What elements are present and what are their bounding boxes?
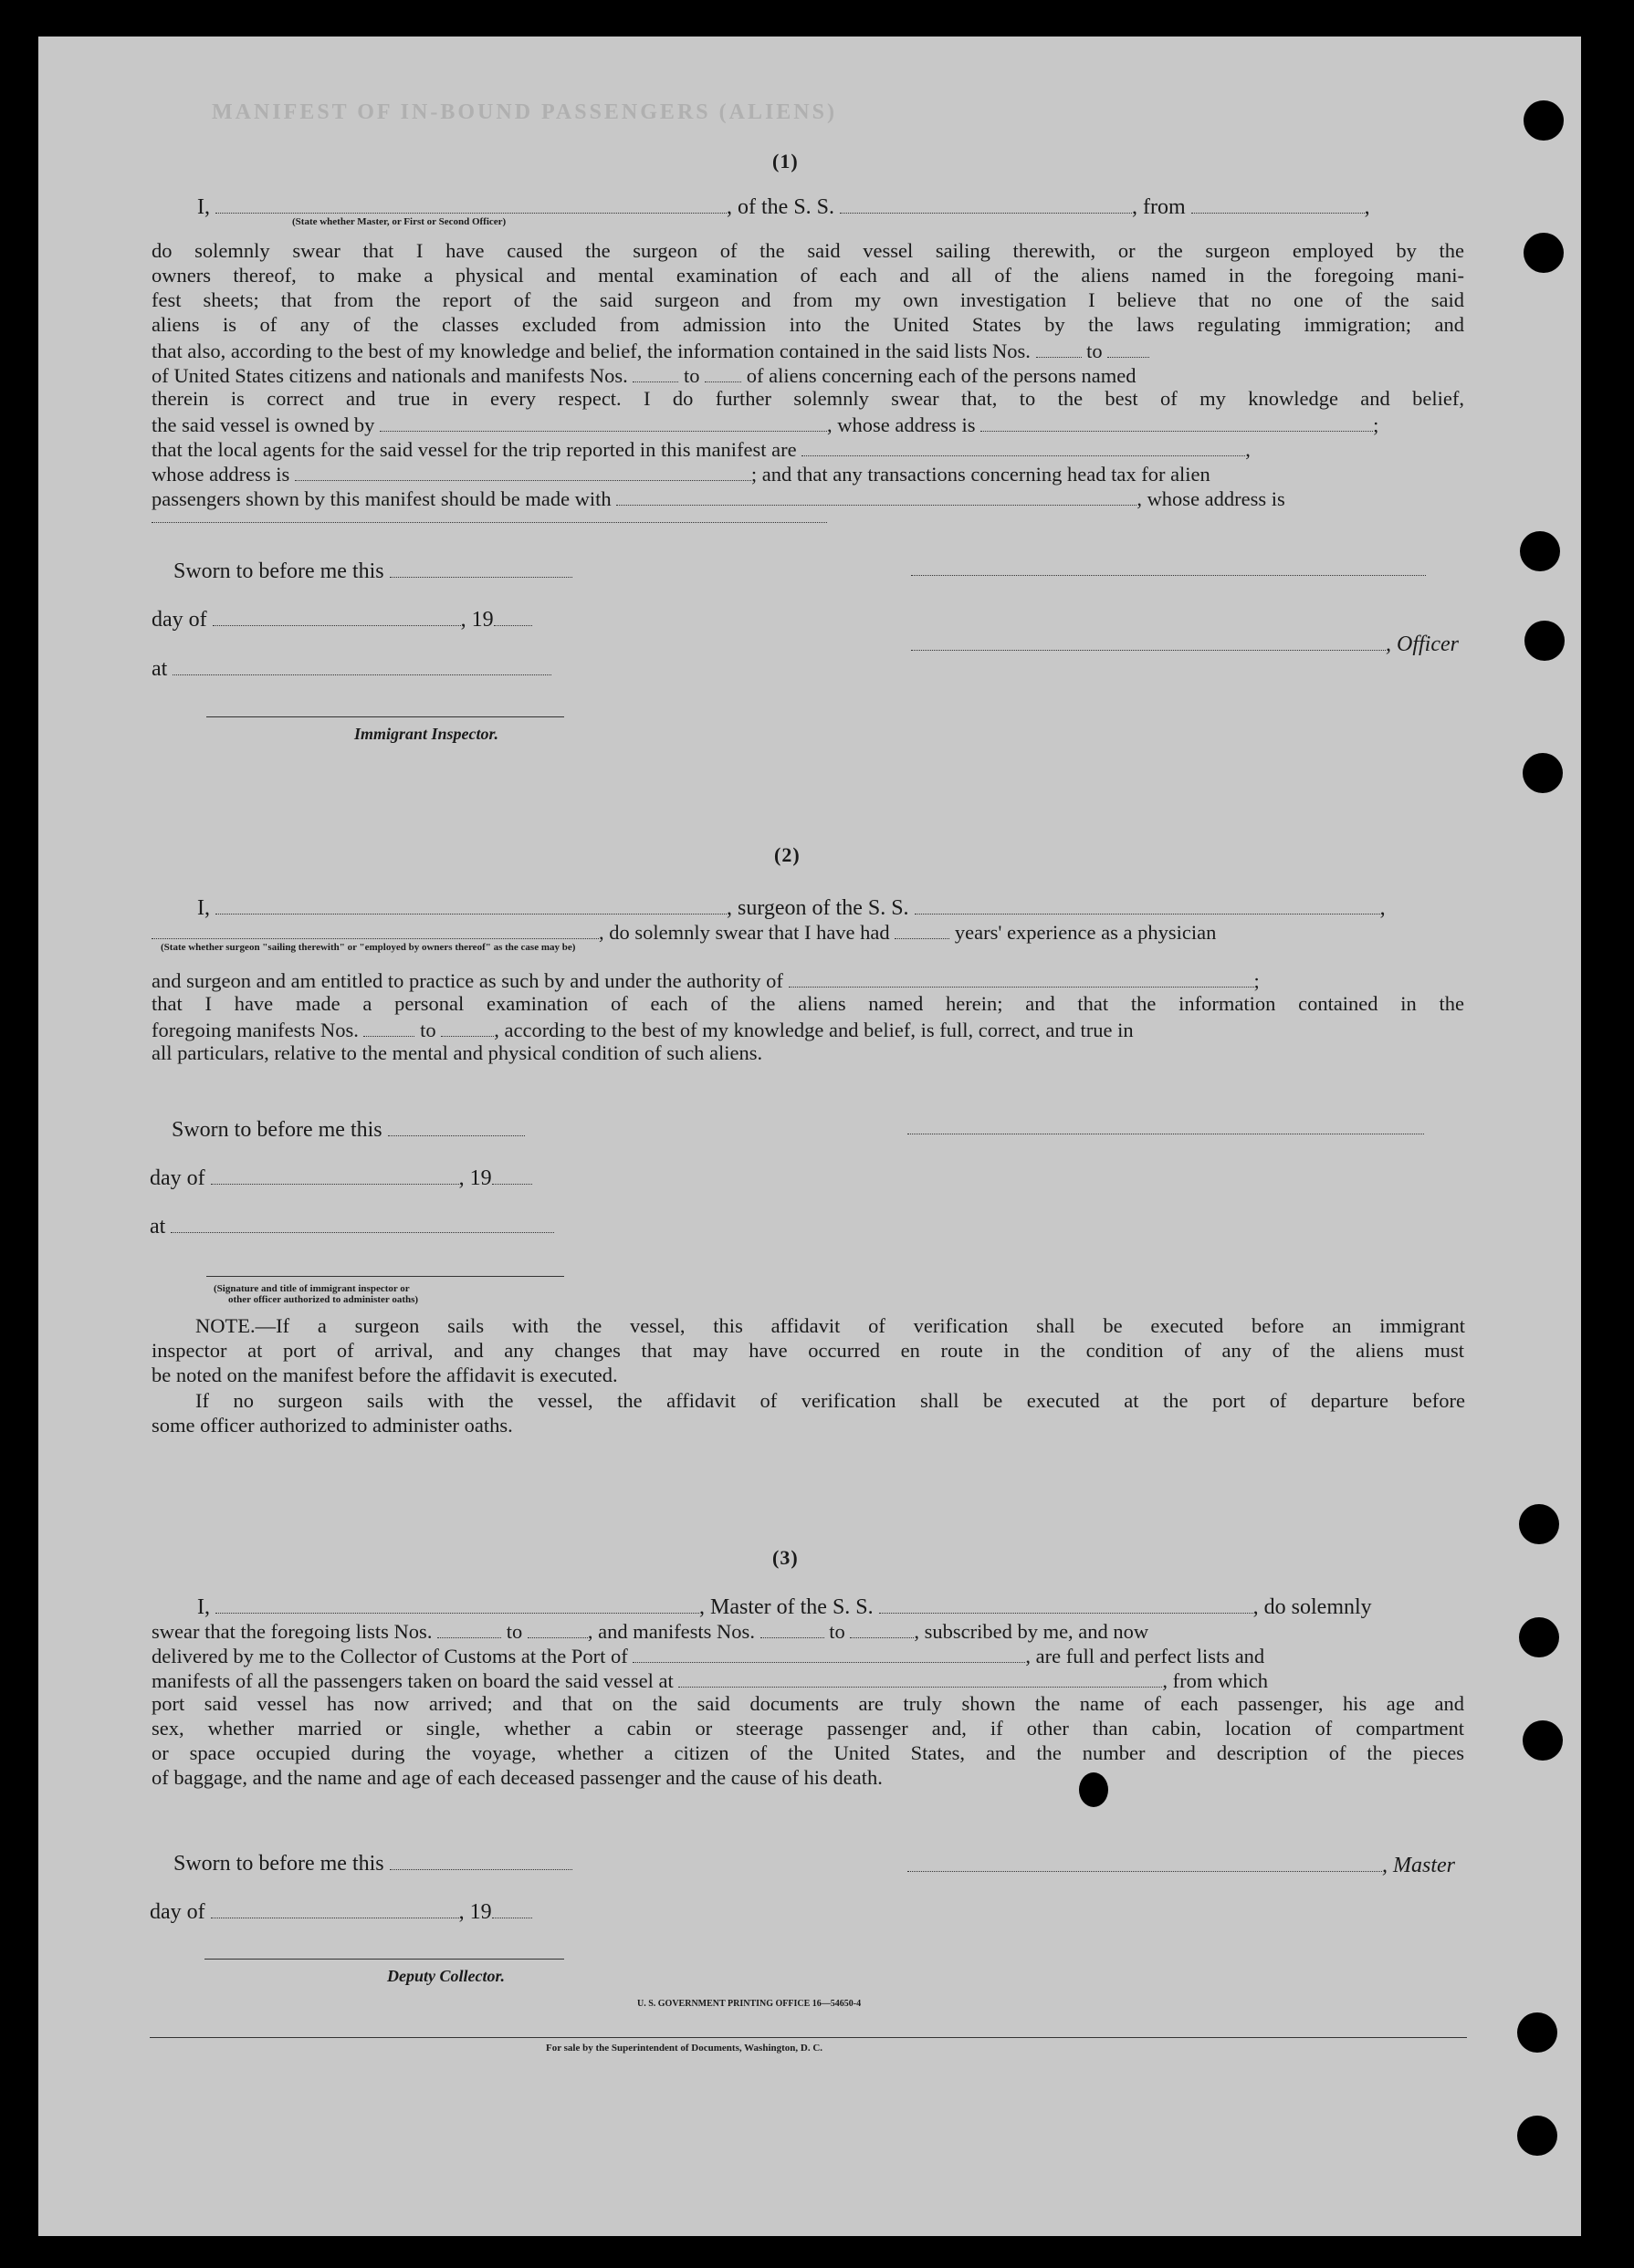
s1-sworn-day-field[interactable] <box>390 557 572 578</box>
note-line-3: be noted on the manifest before the affidavit is executed. <box>152 1364 618 1386</box>
s1-line-7: of United States citizens and nationals and manifests Nos. to of aliens concerning each of the persons named <box>152 361 1136 388</box>
s2-line-2: , do solemnly swear that I have had years' experience as a physician <box>152 918 1216 946</box>
section-2-heading: (2) <box>774 843 801 866</box>
s1-officer-line: , Officer <box>911 630 1459 657</box>
surgeon-type-note: (State whether surgeon "sailing therewith" or "employed by owners thereof" as the case may be) <box>161 942 576 953</box>
head-tax-contact-field[interactable] <box>616 485 1136 506</box>
s1-month-field[interactable] <box>213 605 461 626</box>
s2-manifests-to-field[interactable] <box>441 1016 494 1037</box>
officer-rank-note: (State whether Master, or First or Second Officer) <box>292 216 507 227</box>
punch-hole-5 <box>1523 753 1563 793</box>
s1-para-line-1: do solemnly swear that I have caused the surgeon of the said vessel sailing therewith, or the surgeon employed by the <box>152 239 1464 262</box>
s1-signature-line[interactable] <box>911 575 1426 576</box>
vessel-owner-field[interactable] <box>380 411 827 432</box>
s3-month-field[interactable] <box>211 1897 459 1918</box>
licensing-authority-field[interactable] <box>789 967 1254 988</box>
inspector-signature-line[interactable] <box>206 716 564 717</box>
punch-hole-9 <box>1517 2012 1557 2053</box>
s2-line-3: and surgeon and am entitled to practice as such by and under the authority of ; <box>152 967 1260 994</box>
s1-sworn: Sworn to before me this <box>173 557 572 584</box>
s3-manifests-from-field[interactable] <box>760 1617 824 1638</box>
officer-title-field[interactable] <box>911 630 1386 651</box>
punch-hole-4 <box>1524 621 1565 661</box>
note-line-4: If no surgeon sails with the vessel, the affidavit of verification shall be executed at the port of departure before <box>195 1389 1465 1412</box>
s3-master-line: , Master <box>907 1851 1455 1878</box>
s2-manifests-from-field[interactable] <box>363 1016 414 1037</box>
footer-rule <box>150 2037 1467 2038</box>
s1-place-field[interactable] <box>173 654 551 675</box>
s1-line-6: that also, according to the best of my knowledge and belief, the information contained in the said lists Nos. to <box>152 337 1149 363</box>
section-1-heading: (1) <box>772 150 799 172</box>
s1-line-8: therein is correct and true in every respect. I do further solemnly swear that, to the best of my knowledge and belief, <box>152 387 1464 410</box>
s1-para-line-4: aliens is of any of the classes excluded from admission into the United States by the laws regulating immigration; and <box>152 313 1464 336</box>
ink-blot <box>1079 1772 1108 1807</box>
punch-hole-10 <box>1517 2116 1557 2156</box>
punch-hole-6 <box>1519 1504 1559 1544</box>
s1-line-11: whose address is ; and that any transactions concerning head tax for alien <box>152 460 1210 486</box>
master-signature-field[interactable] <box>907 1851 1382 1872</box>
s2-at: at <box>150 1212 554 1239</box>
surgeon-type-field[interactable] <box>152 918 599 939</box>
punch-hole-2 <box>1524 233 1564 273</box>
note-line-1: NOTE.—If a surgeon sails with the vessel, this affidavit of verification shall be executed before an immigrant <box>195 1314 1465 1337</box>
s3-vessel-field[interactable] <box>879 1593 1253 1614</box>
s3-line-3: delivered by me to the Collector of Customs at the Port of , are full and perfect lists and <box>152 1642 1264 1669</box>
printer-imprint: U. S. GOVERNMENT PRINTING OFFICE 16—54650-4 <box>637 1999 862 2009</box>
s2-sig-note-2: other officer authorized to administer oaths) <box>228 1294 419 1305</box>
s2-year-field[interactable] <box>492 1164 532 1185</box>
s3-para-line-2: sex, whether married or single, whether a cabin or steerage passenger and, if other than cabin, location of compartment <box>152 1717 1464 1740</box>
s1-at: at <box>152 654 551 682</box>
officer-name-field[interactable] <box>215 193 727 214</box>
s1-para-line-3: fest sheets; that from the report of the said surgeon and from my own investigation I believe that no one of the said <box>152 288 1464 311</box>
s3-line-4: manifests of all the passengers taken on board the said vessel at , from which <box>152 1667 1268 1694</box>
s2-sig-note-1: (Signature and title of immigrant inspector or <box>214 1283 410 1294</box>
embarkation-port-field[interactable] <box>678 1667 1162 1688</box>
manifests-to-field[interactable] <box>705 361 741 382</box>
bleed-through-title: MANIFEST OF IN-BOUND PASSENGERS (ALIENS) <box>212 100 837 124</box>
manifests-from-field[interactable] <box>633 361 678 382</box>
departure-port-field[interactable] <box>1191 193 1365 214</box>
s3-sworn: Sworn to before me this <box>173 1849 572 1876</box>
s1-line-10: that the local agents for the said vessel for the trip reported in this manifest are , <box>152 435 1251 462</box>
s3-line-8: of baggage, and the name and age of each deceased passenger and the cause of his death. <box>152 1766 883 1789</box>
s2-sworn-day-field[interactable] <box>388 1115 525 1136</box>
s3-sworn-day-field[interactable] <box>390 1849 572 1870</box>
s1-line-12: passengers shown by this manifest should be made with , whose address is <box>152 485 1285 511</box>
s3-dayof: day of , 19 <box>150 1897 532 1925</box>
note-line-2: inspector at port of arrival, and any changes that may have occurred en route in the condition of any of the aliens must <box>152 1339 1464 1362</box>
lists-from-field[interactable] <box>1036 337 1082 358</box>
inspector-caption: Immigrant Inspector. <box>354 725 499 743</box>
s2-place-field[interactable] <box>171 1212 554 1233</box>
local-agents-field[interactable] <box>801 435 1245 456</box>
s3-para-line-1: port said vessel has now arrived; and that on the said documents are truly shown the name of each passenger, his age and <box>152 1692 1464 1715</box>
s3-lists-from-field[interactable] <box>437 1617 501 1638</box>
s2-line-5: foregoing manifests Nos. to , according to the best of my knowledge and belief, is full, correct, and true in <box>152 1016 1134 1043</box>
s3-manifests-to-field[interactable] <box>850 1617 914 1638</box>
s2-officer-signature-line[interactable] <box>206 1276 564 1277</box>
s1-dayof: day of , 19 <box>152 605 532 632</box>
master-name-field[interactable] <box>215 1593 699 1614</box>
agents-address-field[interactable] <box>295 460 751 481</box>
owner-address-field[interactable] <box>980 411 1373 432</box>
s2-line-1: I, , surgeon of the S. S. , <box>197 894 1386 921</box>
s2-vessel-field[interactable] <box>915 894 1380 915</box>
deputy-caption: Deputy Collector. <box>387 1967 505 1985</box>
s3-para-line-3: or space occupied during the voyage, whether a citizen of the United States, and the number and description of the pieces <box>152 1741 1464 1764</box>
s1-year-field[interactable] <box>494 605 532 626</box>
s2-month-field[interactable] <box>211 1164 459 1185</box>
s1-line-9: the said vessel is owned by , whose address is ; <box>152 411 1378 437</box>
arrival-port-field[interactable] <box>633 1642 1025 1663</box>
vessel-name-field[interactable] <box>840 193 1132 214</box>
section-3-heading: (3) <box>772 1546 799 1569</box>
head-tax-address-continuation[interactable] <box>152 522 827 523</box>
punch-hole-8 <box>1523 1720 1563 1761</box>
s2-line-6: all particulars, relative to the mental and physical condition of such aliens. <box>152 1041 763 1064</box>
s2-sworn: Sworn to before me this <box>172 1115 525 1143</box>
deputy-signature-line[interactable] <box>204 1959 564 1960</box>
note-line-5: some officer authorized to administer oaths. <box>152 1414 513 1437</box>
s1-para-line-2: owners thereof, to make a physical and mental examination of each and all of the aliens named in the foregoing mani- <box>152 264 1464 287</box>
punch-hole-3 <box>1520 531 1560 571</box>
years-experience-field[interactable] <box>895 918 949 939</box>
footer-sale-note: For sale by the Superintendent of Documents, Washington, D. C. <box>546 2043 823 2054</box>
s2-dayof: day of , 19 <box>150 1164 532 1191</box>
s3-year-field[interactable] <box>492 1897 532 1918</box>
s3-line-2: swear that the foregoing lists Nos. to , and manifests Nos. to , subscribed by me, and now <box>152 1617 1148 1645</box>
punch-hole-7 <box>1519 1617 1559 1657</box>
lists-to-field[interactable] <box>1107 337 1149 358</box>
s3-lists-to-field[interactable] <box>528 1617 588 1638</box>
form-sheet <box>38 37 1581 2236</box>
s2-line-4: that I have made a personal examination of each of the aliens named herein; and that the information contained in the <box>152 992 1464 1015</box>
s3-line-1: I, , Master of the S. S. , do solemnly <box>197 1593 1372 1620</box>
s1-line-1: I, , of the S. S. , from , <box>197 193 1370 220</box>
punch-hole-1 <box>1524 100 1564 141</box>
surgeon-name-field[interactable] <box>215 894 727 915</box>
